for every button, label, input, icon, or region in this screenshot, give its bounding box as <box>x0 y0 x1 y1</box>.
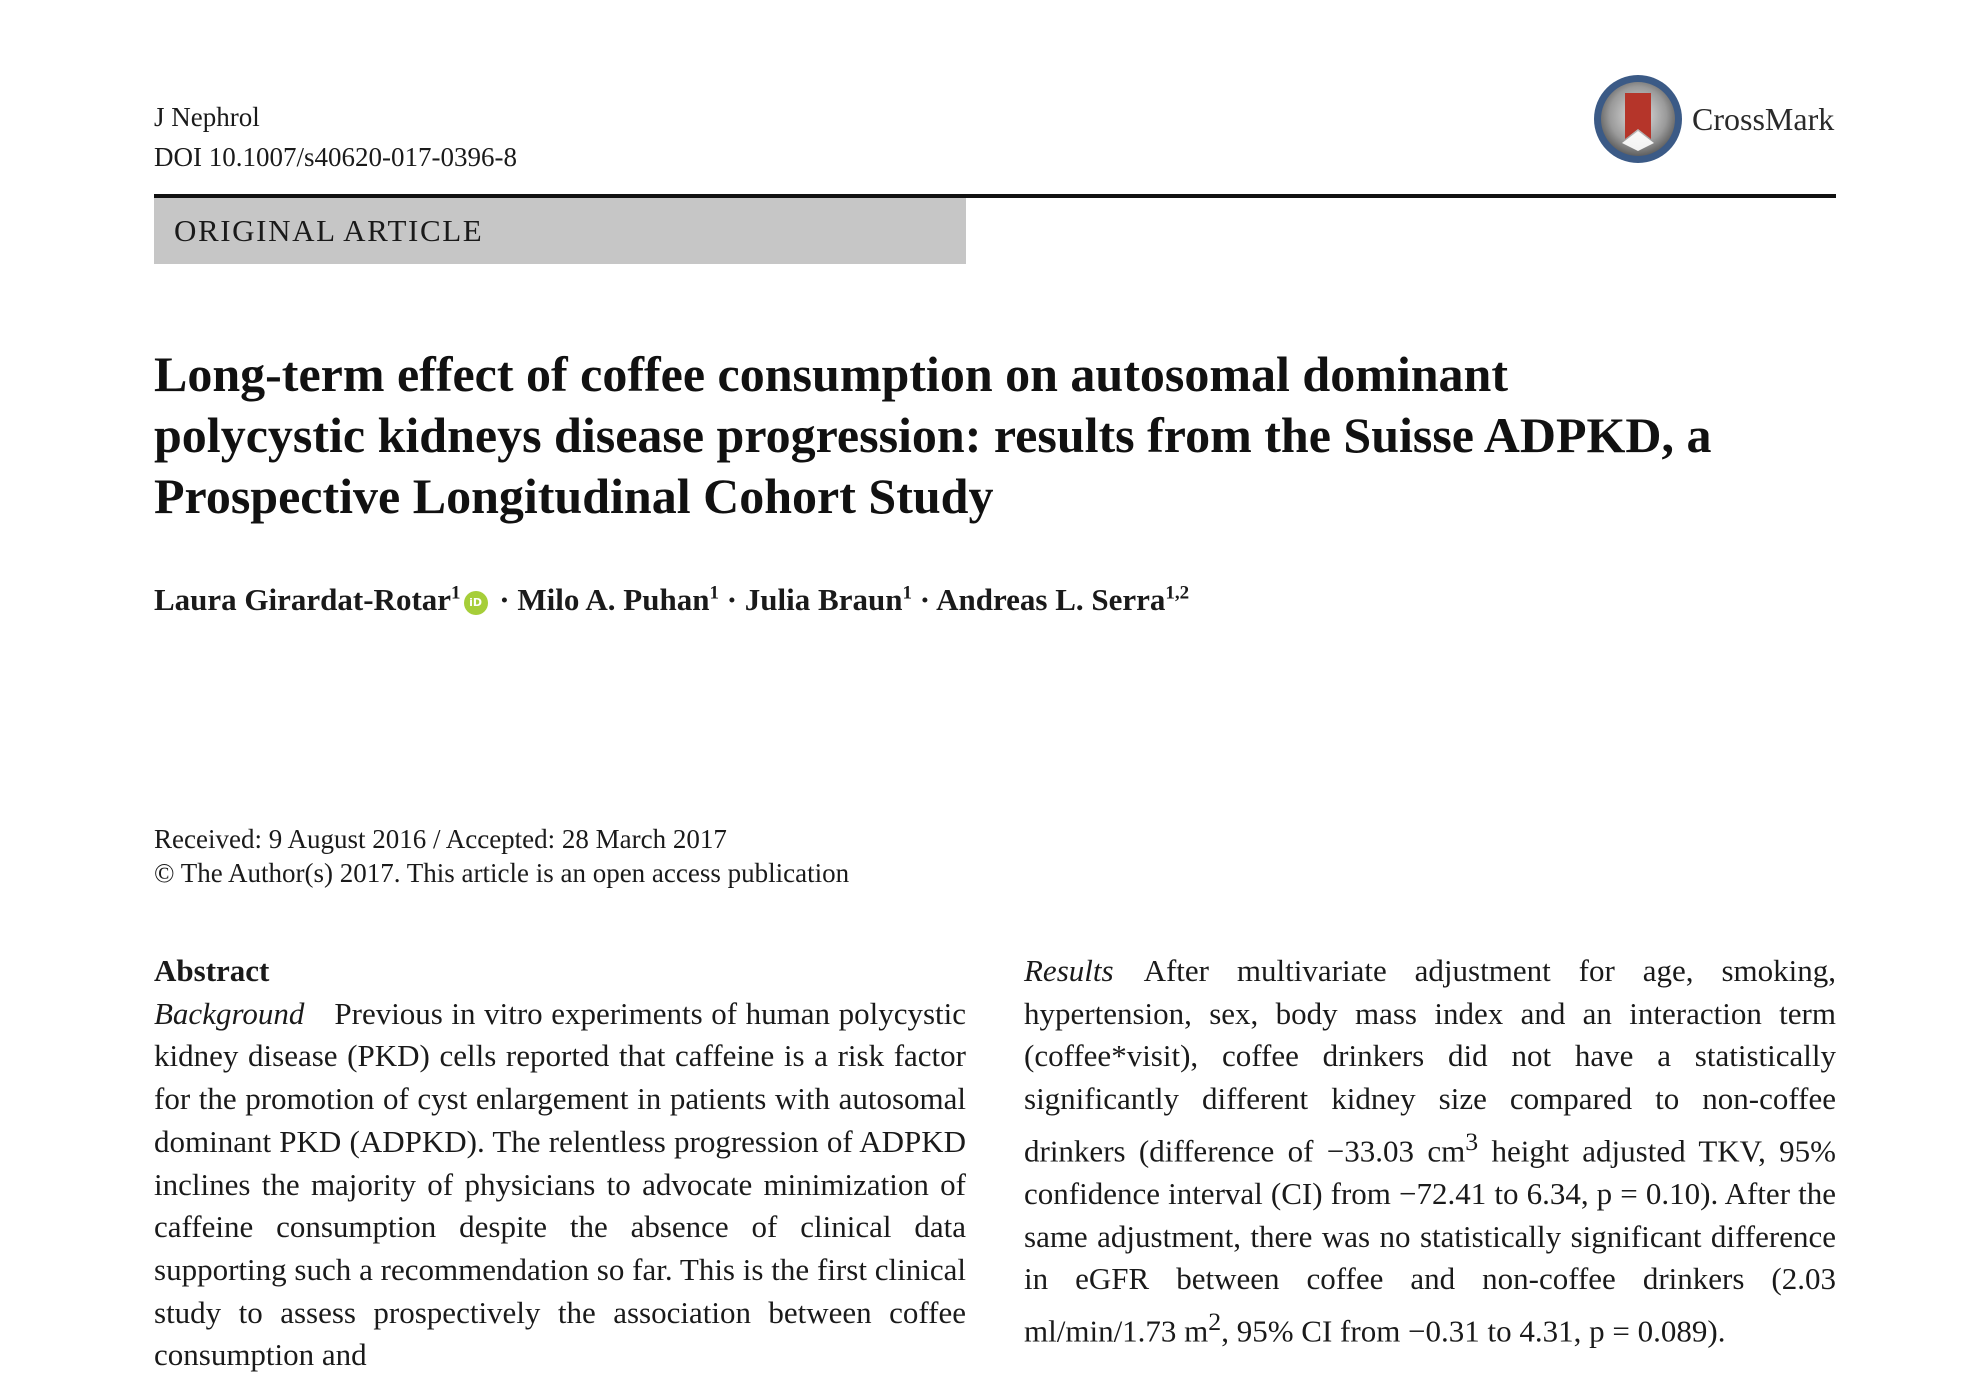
abstract-left-column <box>154 950 966 1377</box>
author-separator: · <box>491 582 518 617</box>
results-superscript: 3 <box>1465 1126 1479 1156</box>
results-superscript: 2 <box>1208 1306 1222 1336</box>
author-affiliation: 1 <box>902 582 912 604</box>
article-type-band: ORIGINAL ARTICLE <box>154 198 966 264</box>
journal-meta <box>154 97 517 177</box>
article-title: Long-term effect of coffee consumption on autosomal dominant polycystic kidneys disease progression: results from the Suisse ADPKD, a Prospective Longitudinal Cohort Study <box>154 346 1712 524</box>
results-text: height adjusted TKV, 95% confidence interval (CI) from −72.41 to 6.34, p = 0.10). After the same adjustment, there was no statistically significant difference in eGFR between coffee and non-coffee drinkers (2.03 ml/min/1.73 m <box>1024 1133 1836 1349</box>
received-accepted: Received: 9 August 2016 / Accepted: 28 March 2017 <box>154 824 727 854</box>
author-separator: · <box>718 582 745 617</box>
author-list <box>154 582 1189 618</box>
article-dates <box>154 822 849 890</box>
copyright-notice: © The Author(s) 2017. This article is an open access publication <box>154 858 850 888</box>
orcid-icon[interactable]: iD <box>464 591 488 615</box>
results-label: Results <box>1024 953 1114 988</box>
background-text: Previous in vitro experiments of human polycystic kidney disease (PKD) cells reported that caffeine is a risk factor for the promotion of cyst enlargement in patients with autosomal dominant PKD (ADPKD). The relentless progression of ADPKD inclines the majority of physicians to advocate minimization of caffeine consumption despite the absence of clinical data supporting such a recommendation so far. This is the first clinical study to assess prospectively the association between coffee consumption and <box>154 995 966 1373</box>
journal-name: J Nephrol <box>154 102 260 132</box>
crossmark-badge[interactable] <box>1592 73 1834 165</box>
crossmark-label: CrossMark <box>1692 100 1835 137</box>
author-name[interactable]: Laura Girardat-Rotar <box>154 582 452 617</box>
author-separator: · <box>911 582 937 617</box>
author-name[interactable]: Andreas L. Serra <box>936 582 1166 617</box>
doi[interactable]: DOI 10.1007/s40620-017-0396-8 <box>154 142 517 172</box>
author-affiliation: 1,2 <box>1165 582 1190 604</box>
author-affiliation: 1 <box>451 582 461 604</box>
results-text: , 95% CI from −0.31 to 4.31, p = 0.089). <box>1221 1313 1726 1349</box>
crossmark-icon <box>1592 73 1684 165</box>
background-label: Background <box>154 995 305 1031</box>
author-name[interactable]: Julia Braun <box>744 582 903 617</box>
abstract-right-column <box>1024 950 1836 1353</box>
author-affiliation: 1 <box>709 582 719 604</box>
author-name[interactable]: Milo A. Puhan <box>517 582 710 617</box>
results-text: After multivariate adjustment for age, smoking, hypertension, sex, body mass index and an interaction term (coffee*visit), coffee drinkers did not have a statistically significantly different kidney size compared to non-coffee drinkers (difference of −33.03 cm <box>1024 953 1836 1169</box>
abstract-heading: Abstract <box>154 953 270 988</box>
